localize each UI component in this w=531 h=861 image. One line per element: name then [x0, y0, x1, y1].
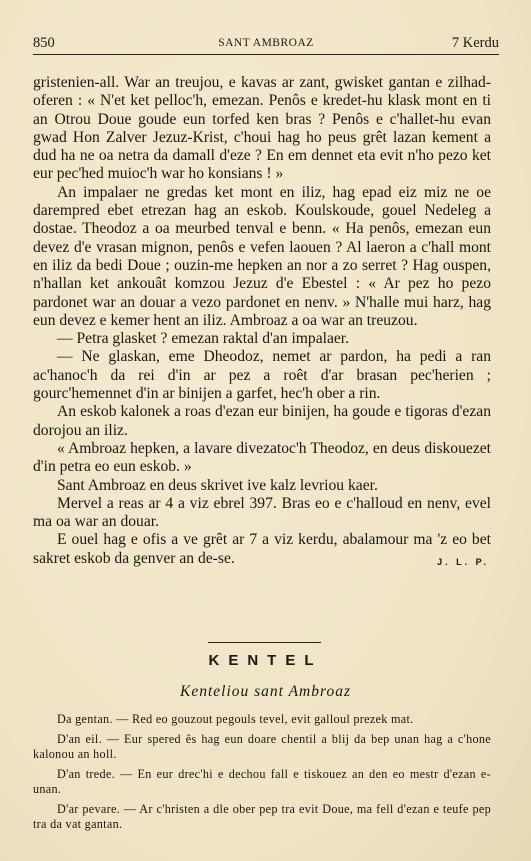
- paragraph: An impalaer ne gredas ket mont en iliz, hag epad eiz miz ne oe darempred ebet etrezan hag an eskob. Koulskoude, gouel Nedeleg a dostae. Theodoz a oa meurbed tenval e benn. « Ha penôs, emezan eun devez d'e vrasan mignon, penôs e vefen laouen ? Al laeron a c'hall mont en iliz da bedi Doue ; ouzin-me hepken an nor a zo serret ? Hag ouspen, n'hallan ket ankouât komzou Jezuz d'e Ebestel : « Ar pez ho pezo pardonet war an douar a vezo pardonet en nenv. » N'halle mui harz, hag eun devez e kemer hent an iliz. Ambroaz a oa war an treuzou.: [33, 183, 491, 329]
- main-text: [33, 74, 491, 571]
- paragraph: Mervel a reas ar 4 a viz ebrel 397. Bras eo e c'halloud en nenv, evel ma oa war an douar.: [33, 494, 491, 531]
- paragraph: Sant Ambroaz en deus skrivet ive kalz levriou kaer.: [57, 476, 378, 494]
- page-header: [33, 36, 499, 55]
- lesson-item: D'an eil. — Eur spered ês hag eun doare chentil a blij da bep unan hag a c'hone kalonou an holl.: [33, 732, 491, 761]
- lesson-item: D'an trede. — En eur drec'hi e dechou fall e tiskouez an den eo mestr d'ezan e-unan.: [33, 767, 491, 796]
- paragraph: — Petra glasket ? emezan raktal d'an impalaer.: [57, 330, 350, 348]
- paragraph: E ouel hag e ofis a ve grêt ar 7 a viz kerdu, abalamour ma 'z eo bet sakret eskob da genver an de-se.: [33, 531, 491, 567]
- paragraph: « Ambroaz hepken, a lavare divezatoc'h Theodoz, en deus diskouezet d'in petra eo eun eskob. »: [33, 439, 491, 476]
- running-title: SANT AMBROAZ: [218, 37, 314, 49]
- lesson-item: Da gentan. — Red eo gouzout pegouls tevel, evit galloul prezek mat.: [57, 712, 414, 726]
- lessons-list: [33, 712, 491, 837]
- section-divider: [208, 642, 321, 643]
- paragraph: — Ne glaskan, eme Dheodoz, nemet ar pardon, ha pedi a ran ac'hanoc'h da rei d'in ar pez a roêt d'ar brasan pec'herien ; gourc'hemennet d'in ar binijen a garfet, hec'h ober a rin.: [33, 348, 491, 403]
- chapter-label: 7 Kerdu: [451, 35, 499, 51]
- author-signature: J. L. P.: [437, 557, 489, 568]
- lesson-item: D'ar pevare. — Ar c'hristen a dle ober pep tra evit Doue, ma fell d'ezan e teufe pep tra da vat gantan.: [33, 802, 491, 831]
- section-title: KENTEL: [208, 652, 323, 669]
- page-number: 850: [33, 35, 55, 51]
- section-subtitle: Kenteliou sant Ambroaz: [180, 683, 351, 700]
- paragraph: gristenien-all. War an treujou, e kavas ar zant, gwisket gantan e zilhad-oferen : « N'et ket pelloc'h, emezan. Penôs e kredet-hu klask mont en ti an Otrou Doue goude eun torfed ken bras ? Penôs e c'hallet-hu evan gwad Hon Zalver Jezuz-Krist, c'houi hag ho peus grêt lazan kement a dud ha ne oa netra da damall d'eze ? En em dennet eta evit n'ho pezo ket eur pec'hed muioc'h war ho konsians ! »: [33, 74, 491, 183]
- paragraph: An eskob kalonek a roas d'ezan eur binijen, ha goude e tigoras d'ezan dorojou an iliz.: [33, 403, 491, 439]
